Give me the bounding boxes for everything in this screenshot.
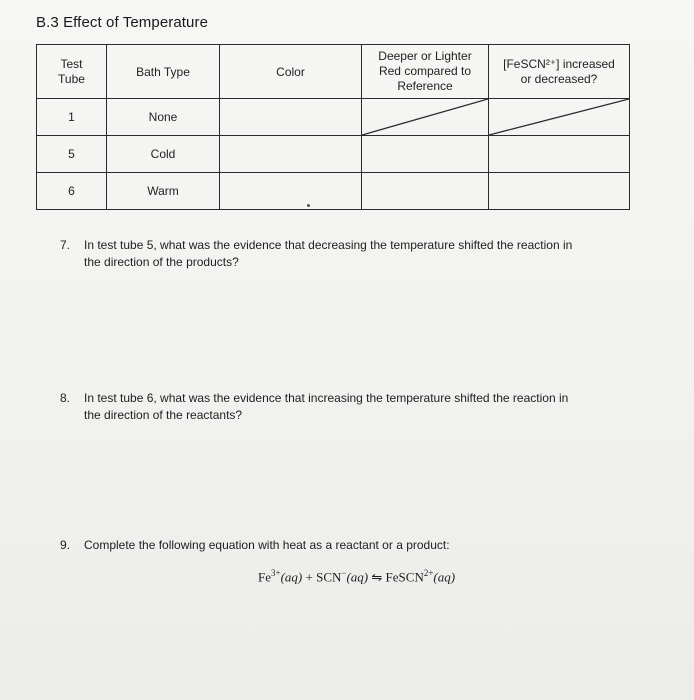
question-text: Complete the following equation with heat as a reactant or a product: bbox=[84, 538, 450, 552]
section-title: B.3 Effect of Temperature bbox=[36, 14, 209, 31]
cell-tube: 1 bbox=[37, 99, 107, 136]
question-7 bbox=[60, 237, 670, 277]
temperature-table bbox=[36, 44, 630, 210]
pen-mark bbox=[307, 204, 310, 207]
question-9 bbox=[60, 537, 670, 557]
cell-fescn-crossed bbox=[489, 99, 630, 136]
cell-deeper[interactable] bbox=[362, 173, 489, 210]
cell-bath: Cold bbox=[107, 136, 220, 173]
diagonal-line-icon bbox=[362, 99, 488, 135]
question-number: 7. bbox=[60, 238, 71, 252]
equilibrium-arrow-icon: ⇋ bbox=[368, 569, 386, 585]
question-text: In test tube 6, what was the evidence that increasing the temperature shifted the reaction in the direction of the reactants? bbox=[84, 391, 569, 422]
question-8 bbox=[60, 390, 670, 430]
cell-color[interactable] bbox=[220, 173, 362, 210]
cell-deeper[interactable] bbox=[362, 136, 489, 173]
cell-tube: 6 bbox=[37, 173, 107, 210]
header-deeper-lighter: Deeper or Lighter Red compared to Reference bbox=[362, 45, 489, 99]
table-row bbox=[37, 173, 630, 210]
header-fescn: [FeSCN²⁺] increased or decreased? bbox=[489, 45, 630, 99]
header-test-tube: Test Tube bbox=[37, 45, 107, 99]
question-number: 8. bbox=[60, 391, 71, 405]
cell-color[interactable] bbox=[220, 136, 362, 173]
question-number: 9. bbox=[60, 538, 71, 552]
table-row bbox=[37, 136, 630, 173]
table-header-row bbox=[37, 45, 630, 99]
cell-bath: Warm bbox=[107, 173, 220, 210]
cell-fescn[interactable] bbox=[489, 173, 630, 210]
cell-bath: None bbox=[107, 99, 220, 136]
diagonal-line-icon bbox=[489, 99, 629, 135]
header-color: Color bbox=[220, 45, 362, 99]
cell-fescn[interactable] bbox=[489, 136, 630, 173]
question-text: In test tube 5, what was the evidence that decreasing the temperature shifted the reaction in the direction of the products? bbox=[84, 238, 573, 269]
cell-tube: 5 bbox=[37, 136, 107, 173]
table-row bbox=[37, 99, 630, 136]
cell-deeper-crossed bbox=[362, 99, 489, 136]
header-bath-type: Bath Type bbox=[107, 45, 220, 99]
equilibrium-equation: $Fe^{3+}(aq) + SCN^-(aq)$ ⇋ FeSCN$^{2+}$(aq) bbox=[258, 568, 456, 585]
cell-color[interactable] bbox=[220, 99, 362, 136]
